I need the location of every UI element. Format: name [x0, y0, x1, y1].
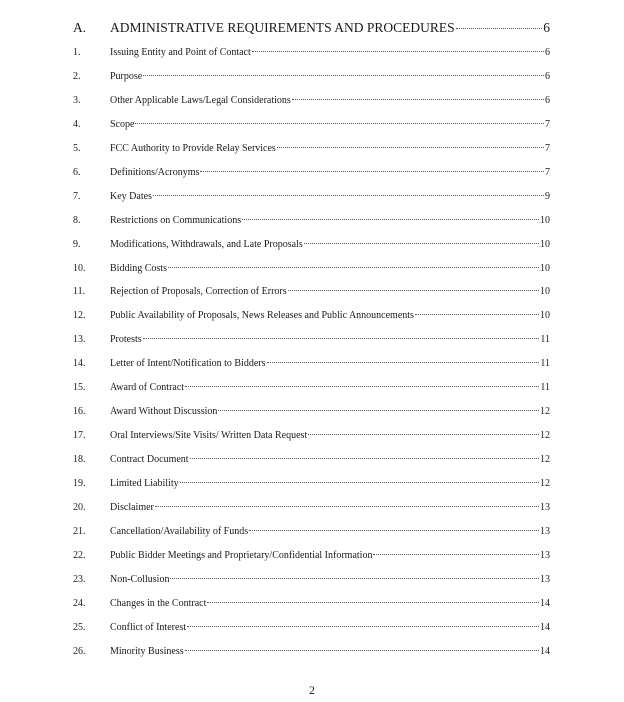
entry-title: Protests — [110, 334, 142, 346]
entry-line — [110, 165, 550, 181]
entry-number: 24. — [73, 597, 86, 609]
toc-entry[interactable] — [0, 548, 624, 564]
entry-line — [110, 93, 550, 109]
toc-entry[interactable] — [0, 45, 624, 61]
entry-line — [110, 380, 550, 396]
dot-leader — [135, 123, 544, 124]
entry-page: 11 — [540, 334, 550, 346]
entry-title: Key Dates — [110, 190, 152, 202]
entry-title: Purpose — [110, 70, 143, 82]
entry-page: 12 — [540, 477, 550, 489]
entry-line — [110, 524, 550, 540]
entry-title: Award of Contract — [110, 382, 185, 394]
toc-entry[interactable] — [0, 237, 624, 253]
entry-line — [110, 548, 550, 564]
entry-number: 22. — [73, 549, 86, 561]
toc-entry[interactable] — [0, 620, 624, 636]
section-number: A. — [73, 20, 87, 35]
entry-title: Oral Interviews/Site Visits/ Written Data Request — [110, 430, 308, 441]
entry-number: 18. — [73, 454, 86, 465]
dot-leader — [292, 99, 544, 100]
dot-leader — [143, 75, 544, 76]
dot-leader — [288, 290, 539, 291]
toc-entry[interactable] — [0, 452, 624, 468]
dot-leader — [218, 410, 539, 411]
toc-entry[interactable] — [0, 117, 624, 133]
entry-line — [110, 500, 550, 516]
dot-leader — [415, 314, 539, 315]
entry-line — [110, 213, 550, 229]
toc-section-heading[interactable] — [0, 19, 624, 37]
entry-page: 10 — [540, 238, 550, 250]
entry-page: 13 — [540, 549, 550, 561]
dot-leader — [252, 51, 544, 52]
entry-line — [110, 476, 550, 492]
entry-number: 17. — [73, 430, 86, 441]
entry-page: 12 — [540, 406, 550, 418]
dot-leader — [242, 219, 539, 220]
entry-number: 4. — [73, 118, 81, 130]
page-number: 2 — [309, 683, 315, 697]
dot-leader — [168, 267, 539, 268]
dot-leader — [187, 626, 539, 627]
entry-page: 7 — [545, 166, 550, 178]
entry-title: Letter of Intent/Notification to Bidders — [110, 358, 266, 370]
entry-number: 15. — [73, 382, 86, 394]
toc-entry[interactable] — [0, 428, 624, 444]
entry-title: Conflict of Interest — [110, 621, 187, 633]
entry-line — [110, 452, 550, 468]
entry-line — [110, 117, 550, 133]
entry-page: 13 — [540, 501, 550, 513]
entry-number: 9. — [73, 238, 81, 250]
entry-title: Public Availability of Proposals, News Releases and Public Announcements — [110, 310, 414, 322]
entry-title: Award Without Discussion — [110, 406, 218, 418]
entry-line — [110, 69, 550, 85]
entry-number: 14. — [73, 358, 86, 370]
entry-number: 11. — [73, 286, 86, 298]
entry-number: 10. — [73, 262, 86, 274]
toc-entry[interactable] — [0, 524, 624, 540]
entry-page: 9 — [545, 190, 550, 202]
entry-line — [110, 45, 550, 61]
entry-title: Other Applicable Laws/Legal Considerations — [110, 94, 291, 106]
entry-line — [110, 620, 550, 636]
entry-title: Issuing Entity and Point of Contact — [110, 47, 251, 58]
toc-entry[interactable] — [0, 500, 624, 516]
entry-number: 8. — [73, 214, 81, 226]
toc-entry[interactable] — [0, 332, 624, 348]
toc-entry[interactable] — [0, 213, 624, 229]
entry-number: 3. — [73, 94, 81, 106]
entry-page: 14 — [540, 621, 550, 633]
dot-leader — [304, 243, 539, 244]
entry-number: 1. — [73, 47, 81, 58]
entry-number: 25. — [73, 621, 86, 633]
entry-page: 13 — [540, 573, 550, 585]
dot-leader — [308, 434, 539, 435]
entry-number: 2. — [73, 70, 81, 82]
entry-line — [110, 644, 550, 660]
toc-entry[interactable] — [0, 261, 624, 277]
toc-entry[interactable] — [0, 308, 624, 324]
dot-leader — [207, 602, 539, 603]
entry-line — [110, 284, 550, 300]
entry-line — [110, 261, 550, 277]
entry-page: 7 — [545, 118, 550, 130]
entry-page: 10 — [540, 262, 550, 274]
entry-page: 12 — [540, 430, 550, 441]
dot-leader — [185, 650, 539, 651]
entry-title: Public Bidder Meetings and Proprietary/Confidential Information — [110, 549, 373, 561]
entry-page: 10 — [540, 286, 550, 298]
entry-page: 10 — [540, 310, 550, 322]
dot-leader — [277, 147, 544, 148]
dot-leader — [170, 578, 539, 579]
entry-number: 12. — [73, 310, 86, 322]
entry-page: 13 — [540, 525, 550, 537]
entry-line — [110, 356, 550, 372]
entry-page: 12 — [540, 454, 550, 465]
dot-leader — [373, 554, 539, 555]
entry-page: 14 — [540, 597, 550, 609]
entry-page: 7 — [545, 142, 550, 154]
entry-title: FCC Authority to Provide Relay Services — [110, 142, 276, 154]
entry-number: 26. — [73, 645, 86, 657]
toc-entry[interactable] — [0, 644, 624, 660]
entry-title: Rejection of Proposals, Correction of Errors — [110, 286, 287, 298]
entry-page: 14 — [540, 645, 550, 657]
dot-leader — [456, 28, 543, 29]
toc-entry[interactable] — [0, 93, 624, 109]
entry-number: 20. — [73, 501, 86, 513]
toc-entry[interactable] — [0, 572, 624, 588]
entry-page: 10 — [540, 214, 550, 226]
entry-page: 11 — [540, 358, 550, 370]
entry-title: Contract Document — [110, 454, 189, 465]
entry-number: 16. — [73, 406, 86, 418]
toc-entry[interactable] — [0, 356, 624, 372]
toc-entry[interactable] — [0, 380, 624, 396]
entry-line — [110, 308, 550, 324]
entry-number: 5. — [73, 142, 81, 154]
dot-leader — [200, 171, 544, 172]
dot-leader — [155, 506, 539, 507]
dot-leader — [249, 530, 539, 531]
entry-number: 7. — [73, 190, 81, 202]
entry-title: Disclaimer — [110, 501, 154, 513]
entry-number: 23. — [73, 573, 86, 585]
dot-leader — [185, 386, 539, 387]
entry-line — [110, 572, 550, 588]
entry-page: 11 — [540, 382, 550, 394]
entry-title: Non-Collusion — [110, 573, 170, 585]
entry-title: Changes in the Contract — [110, 597, 207, 609]
entry-title: Bidding Costs — [110, 262, 167, 274]
section-line — [110, 19, 550, 37]
entry-title: Limited Liability — [110, 477, 179, 489]
entry-number: 19. — [73, 477, 86, 489]
entry-title: Modifications, Withdrawals, and Late Proposals — [110, 238, 303, 250]
entry-page: 6 — [545, 94, 550, 106]
dot-leader — [143, 338, 540, 339]
toc-entry[interactable] — [0, 404, 624, 420]
toc-entry[interactable] — [0, 476, 624, 492]
entry-line — [110, 596, 550, 612]
toc-entry[interactable] — [0, 596, 624, 612]
entry-line — [110, 332, 550, 348]
entry-line — [110, 404, 550, 420]
toc-entry[interactable] — [0, 189, 624, 205]
toc-entry[interactable] — [0, 284, 624, 300]
entry-title: Minority Business — [110, 645, 184, 657]
dot-leader — [153, 195, 544, 196]
section-title: ADMINISTRATIVE REQUIREMENTS AND PROCEDURES — [110, 20, 455, 35]
section-page: 6 — [543, 20, 550, 35]
entry-title: Definitions/Acronyms — [110, 166, 200, 178]
entry-title: Scope — [110, 118, 135, 130]
entry-title: Restrictions on Communications — [110, 214, 242, 226]
entry-line — [110, 428, 550, 444]
entry-page: 6 — [545, 70, 550, 82]
dot-leader — [267, 362, 540, 363]
toc-entry[interactable] — [0, 141, 624, 157]
toc-entry[interactable] — [0, 165, 624, 181]
entry-number: 21. — [73, 525, 86, 537]
entry-line — [110, 189, 550, 205]
entry-line — [110, 237, 550, 253]
dot-leader — [190, 458, 539, 459]
entry-number: 13. — [73, 334, 86, 346]
toc-entry[interactable] — [0, 69, 624, 85]
entry-page: 6 — [545, 47, 550, 58]
entry-number: 6. — [73, 166, 81, 178]
entry-line — [110, 141, 550, 157]
dot-leader — [180, 482, 539, 483]
entry-title: Cancellation/Availability of Funds — [110, 525, 249, 537]
